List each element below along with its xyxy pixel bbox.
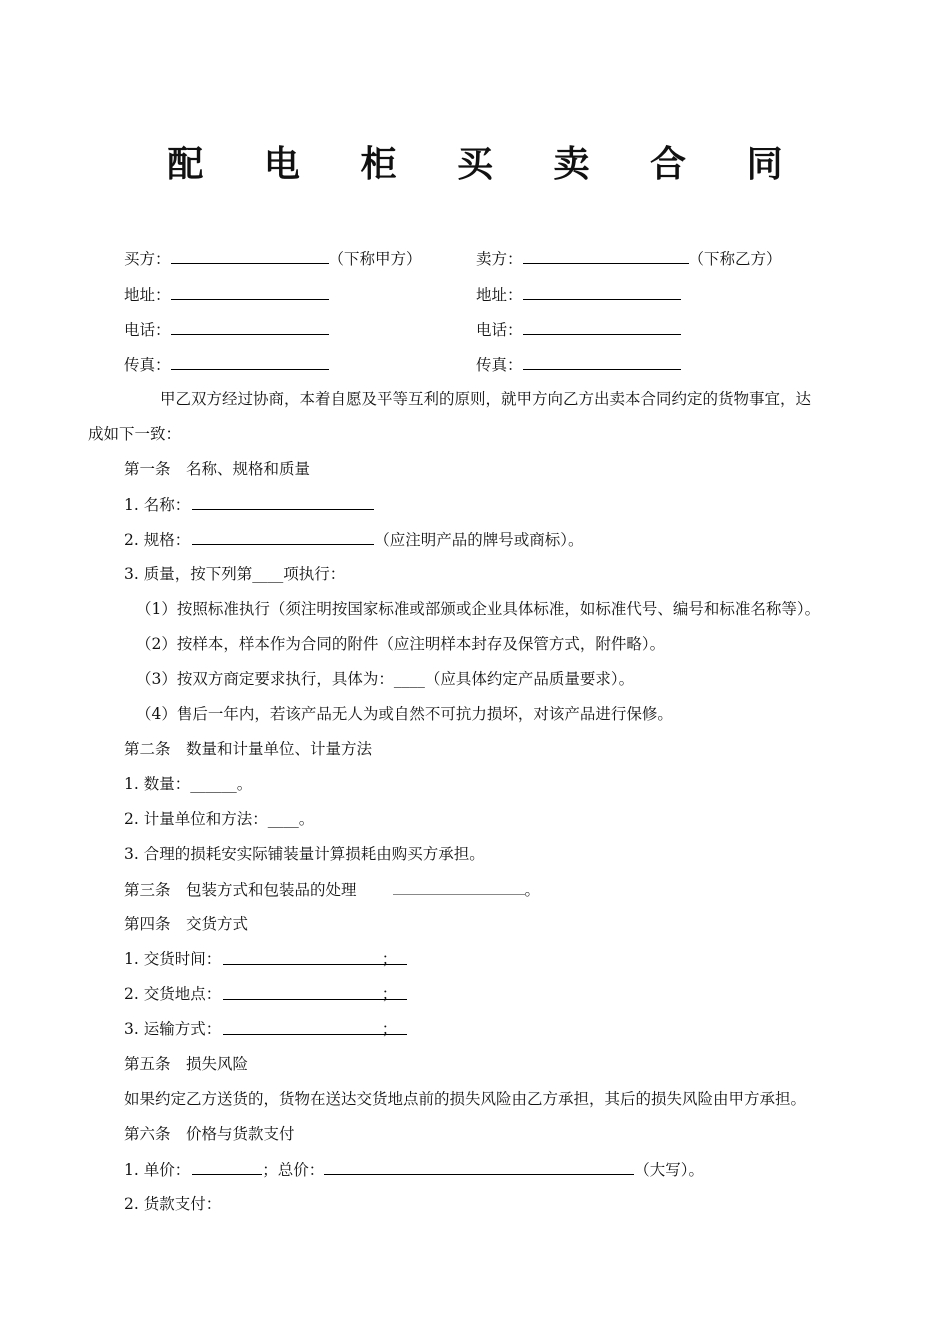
delivery-place-blank[interactable] [223, 984, 407, 1003]
buyer-blank[interactable] [171, 248, 329, 264]
total-price-blank[interactable] [324, 1159, 634, 1175]
buyer-suffix: （下称甲方） [328, 250, 422, 268]
art1-item-3: 3. 质量，按下列第____项执行： [124, 565, 346, 583]
buyer-address-label: 地址： [124, 286, 171, 304]
article-1-heading: 第一条 名称、规格和质量 [124, 460, 311, 478]
delivery-time-blank[interactable] [223, 949, 407, 968]
total-price-label: ；总价： [262, 1161, 325, 1179]
seller-line [476, 248, 782, 269]
art1-sub-4: （4）售后一年内，若该产品无人为或自然不可抗力损坏，对该产品进行保修。 [136, 705, 673, 723]
article-5-heading: 第五条 损失风险 [124, 1055, 249, 1073]
spec-blank[interactable] [192, 529, 374, 545]
buyer-address-blank[interactable] [171, 284, 329, 300]
transport-semicolon: ； [381, 1020, 398, 1038]
intro-line-1: 甲乙双方经过协商，本着自愿及平等互利的原则，就甲方向乙方出卖本合同约定的货物事宜，达 [160, 390, 812, 408]
seller-address-blank[interactable] [523, 284, 681, 300]
delivery-place-semicolon: ； [381, 985, 398, 1003]
seller-suffix: （下称乙方） [688, 250, 782, 268]
art4-item-3 [124, 1019, 407, 1039]
buyer-fax-line [124, 354, 329, 375]
seller-label: 卖方： [476, 250, 523, 268]
seller-phone-label: 电话： [476, 321, 523, 339]
art4-item-2 [124, 984, 407, 1004]
delivery-time-semicolon: ； [381, 950, 398, 968]
seller-phone-line [476, 319, 681, 340]
delivery-time-label: 1. 交货时间： [124, 950, 222, 968]
buyer-label: 买方： [124, 250, 171, 268]
transport-blank[interactable] [223, 1019, 407, 1038]
unit-price-label: 1. 单价： [124, 1161, 191, 1179]
seller-address-label: 地址： [476, 286, 523, 304]
buyer-phone-line [124, 319, 329, 340]
unit-price-blank[interactable] [192, 1159, 262, 1175]
art4-item-1 [124, 949, 407, 969]
article-5-body: 如果约定乙方送货的，货物在送达交货地点前的损失风险由乙方承担，其后的损失风险由甲方承担。 [124, 1090, 807, 1108]
art1-item-1 [124, 494, 374, 515]
intro-line-2: 成如下一致： [88, 425, 182, 443]
article-4-heading: 第四条 交货方式 [124, 915, 249, 933]
art6-item-2: 2. 货款支付： [124, 1195, 222, 1213]
article-3-end: 。 [524, 881, 541, 899]
art1-spec-note: （应注明产品的牌号或商标）。 [374, 531, 584, 549]
buyer-phone-blank[interactable] [171, 319, 329, 335]
art6-item-1 [124, 1159, 704, 1180]
article-2-heading: 第二条 数量和计量单位、计量方法 [124, 740, 373, 758]
transport-label: 3. 运输方式： [124, 1020, 222, 1038]
total-price-note: （大写）。 [634, 1161, 704, 1179]
seller-phone-blank[interactable] [523, 319, 681, 335]
article-3-heading: 第三条 包装方式和包装品的处理 [124, 881, 357, 899]
buyer-line [124, 248, 422, 269]
buyer-fax-label: 传真： [124, 356, 171, 374]
seller-blank[interactable] [523, 248, 689, 264]
art1-sub-1: （1）按照标准执行（须注明按国家标准或部颁或企业具体标准，如标准代号、编号和标准名称等）。 [136, 600, 821, 618]
seller-fax-blank[interactable] [523, 354, 681, 370]
article-3-line [124, 879, 540, 900]
packaging-blank[interactable] [393, 879, 525, 895]
article-6-heading: 第六条 价格与货款支付 [124, 1125, 295, 1143]
buyer-fax-blank[interactable] [171, 354, 329, 370]
art2-item-1: 1. 数量：______。 [124, 775, 253, 793]
art1-item-2 [124, 529, 583, 550]
document-title: 配 电 柜 买 卖 合 同 [167, 143, 807, 185]
delivery-place-label: 2. 交货地点： [124, 985, 222, 1003]
product-name-blank[interactable] [192, 494, 374, 510]
art1-name-label: 1. 名称： [124, 496, 191, 514]
seller-fax-label: 传真： [476, 356, 523, 374]
art1-sub-2: （2）按样本，样本作为合同的附件（应注明样本封存及保管方式，附件略）。 [136, 635, 666, 653]
art2-item-2: 2. 计量单位和方法：____。 [124, 810, 315, 828]
art2-item-3: 3. 合理的损耗安实际铺装量计算损耗由购买方承担。 [124, 845, 485, 863]
seller-fax-line [476, 354, 681, 375]
buyer-phone-label: 电话： [124, 321, 171, 339]
buyer-address-line [124, 284, 329, 305]
art1-spec-label: 2. 规格： [124, 531, 191, 549]
seller-address-line [476, 284, 681, 305]
art1-sub-3: （3）按双方商定要求执行，具体为：____（应具体约定产品质量要求）。 [136, 670, 635, 688]
